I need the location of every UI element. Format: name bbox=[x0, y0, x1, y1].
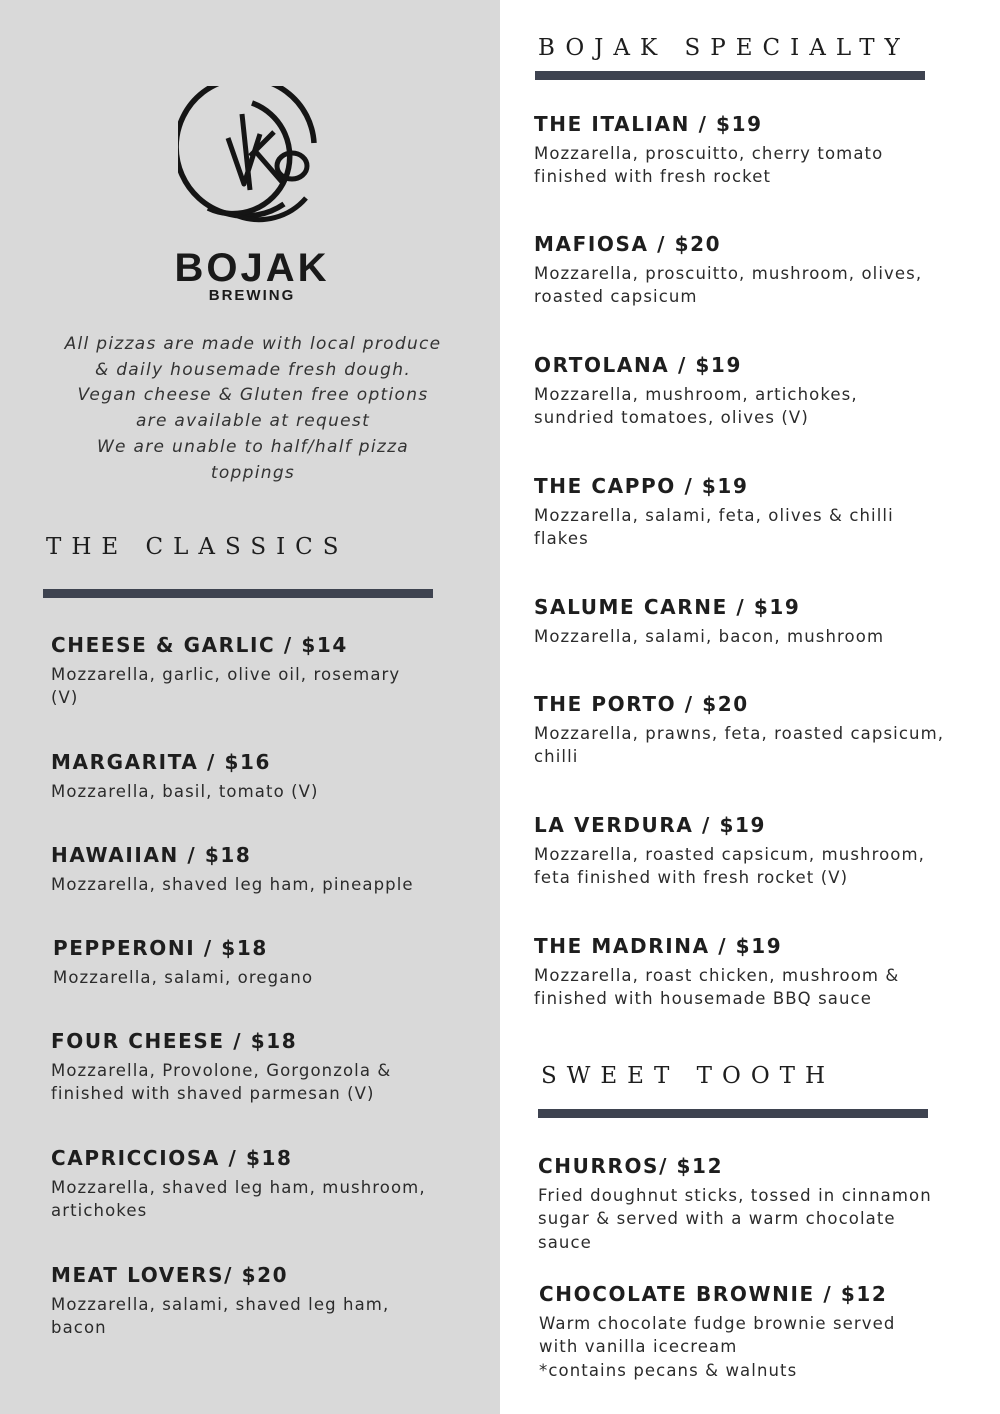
menu-item bbox=[51, 1146, 471, 1223]
item-description: Mozzarella, basil, tomato (V) bbox=[51, 782, 319, 801]
classics-heading: THE CLASSICS bbox=[46, 534, 349, 560]
item-description: Mozzarella, garlic, olive oil, rosemary (V) bbox=[51, 665, 401, 708]
item-title: THE CAPPO / $19 bbox=[534, 474, 749, 498]
intro-line: are available at request bbox=[135, 411, 371, 432]
item-description: Mozzarella, Provolone, Gorgonzola & finished with shaved parmesan (V) bbox=[51, 1061, 392, 1104]
item-title: THE PORTO / $20 bbox=[534, 692, 749, 716]
item-title: CHURROS/ $12 bbox=[538, 1154, 724, 1178]
menu-item bbox=[539, 1282, 959, 1382]
item-description: Mozzarella, salami, oregano bbox=[53, 968, 314, 987]
menu-item bbox=[51, 633, 471, 710]
classics-divider bbox=[43, 589, 433, 598]
menu-item bbox=[534, 934, 954, 1011]
item-title: SALUME CARNE / $19 bbox=[534, 595, 801, 619]
sweet-divider bbox=[538, 1109, 928, 1118]
brand-subtitle: BREWING bbox=[208, 287, 296, 304]
menu-item bbox=[534, 692, 954, 769]
item-description: Mozzarella, salami, shaved leg ham, bacon bbox=[51, 1295, 390, 1338]
item-description: Mozzarella, salami, feta, olives & chilli flakes bbox=[534, 506, 894, 549]
item-title: CHOCOLATE BROWNIE / $12 bbox=[539, 1282, 888, 1306]
menu-item bbox=[53, 936, 473, 989]
specialty-divider bbox=[535, 71, 925, 80]
menu-item bbox=[538, 1154, 958, 1254]
specialty-heading: BOJAK SPECIALTY bbox=[538, 35, 910, 61]
item-title: FOUR CHEESE / $18 bbox=[51, 1029, 298, 1053]
item-description: Mozzarella, mushroom, artichokes, sundried tomatoes, olives (V) bbox=[534, 385, 858, 428]
menu-item bbox=[534, 112, 954, 189]
menu-item bbox=[51, 1029, 471, 1106]
intro-note bbox=[40, 332, 466, 486]
item-title: MEAT LOVERS/ $20 bbox=[51, 1263, 289, 1287]
menu-item bbox=[51, 1263, 471, 1340]
item-title: MAFIOSA / $20 bbox=[534, 232, 722, 256]
item-description: Warm chocolate fudge brownie served with vanilla icecream *contains pecans & walnuts bbox=[539, 1314, 896, 1380]
menu-item bbox=[534, 232, 954, 309]
sweet-heading: SWEET TOOTH bbox=[541, 1063, 836, 1089]
intro-line: & daily housemade fresh dough. bbox=[94, 359, 412, 380]
item-title: HAWAIIAN / $18 bbox=[51, 843, 252, 867]
item-title: CHEESE & GARLIC / $14 bbox=[51, 633, 348, 657]
menu-item bbox=[51, 843, 471, 896]
menu-item bbox=[534, 474, 954, 551]
brand-name: BOJAK bbox=[174, 246, 330, 290]
item-description: Fried doughnut sticks, tossed in cinnamon sugar & served with a warm chocolate sauce bbox=[538, 1186, 932, 1252]
item-title: THE ITALIAN / $19 bbox=[534, 112, 763, 136]
item-description: Mozzarella, proscuitto, cherry tomato finished with fresh rocket bbox=[534, 144, 884, 187]
menu-item bbox=[534, 813, 954, 890]
intro-line: We are unable to half/half pizza bbox=[96, 436, 410, 457]
intro-line: Vegan cheese & Gluten free options bbox=[77, 385, 429, 406]
item-description: Mozzarella, roasted capsicum, mushroom, feta finished with fresh rocket (V) bbox=[534, 845, 926, 888]
item-description: Mozzarella, prawns, feta, roasted capsicum, chilli bbox=[534, 724, 945, 767]
menu-item bbox=[534, 595, 954, 648]
item-title: LA VERDURA / $19 bbox=[534, 813, 767, 837]
item-title: ORTOLANA / $19 bbox=[534, 353, 742, 377]
item-title: PEPPERONI / $18 bbox=[53, 936, 268, 960]
logo bbox=[150, 86, 354, 310]
item-description: Mozzarella, shaved leg ham, pineapple bbox=[51, 875, 414, 894]
menu-item bbox=[534, 353, 954, 430]
bojak-logo-icon bbox=[178, 86, 326, 236]
item-title: CAPRICCIOSA / $18 bbox=[51, 1146, 293, 1170]
intro-line: toppings bbox=[210, 462, 296, 483]
intro-line: All pizzas are made with local produce bbox=[64, 334, 442, 354]
menu-item bbox=[51, 750, 471, 803]
item-description: Mozzarella, roast chicken, mushroom & finished with housemade BBQ sauce bbox=[534, 966, 900, 1009]
item-title: THE MADRINA / $19 bbox=[534, 934, 783, 958]
item-title: MARGARITA / $16 bbox=[51, 750, 272, 774]
item-description: Mozzarella, shaved leg ham, mushroom, artichokes bbox=[51, 1178, 426, 1221]
item-description: Mozzarella, salami, bacon, mushroom bbox=[534, 627, 885, 646]
item-description: Mozzarella, proscuitto, mushroom, olives, roasted capsicum bbox=[534, 264, 923, 307]
